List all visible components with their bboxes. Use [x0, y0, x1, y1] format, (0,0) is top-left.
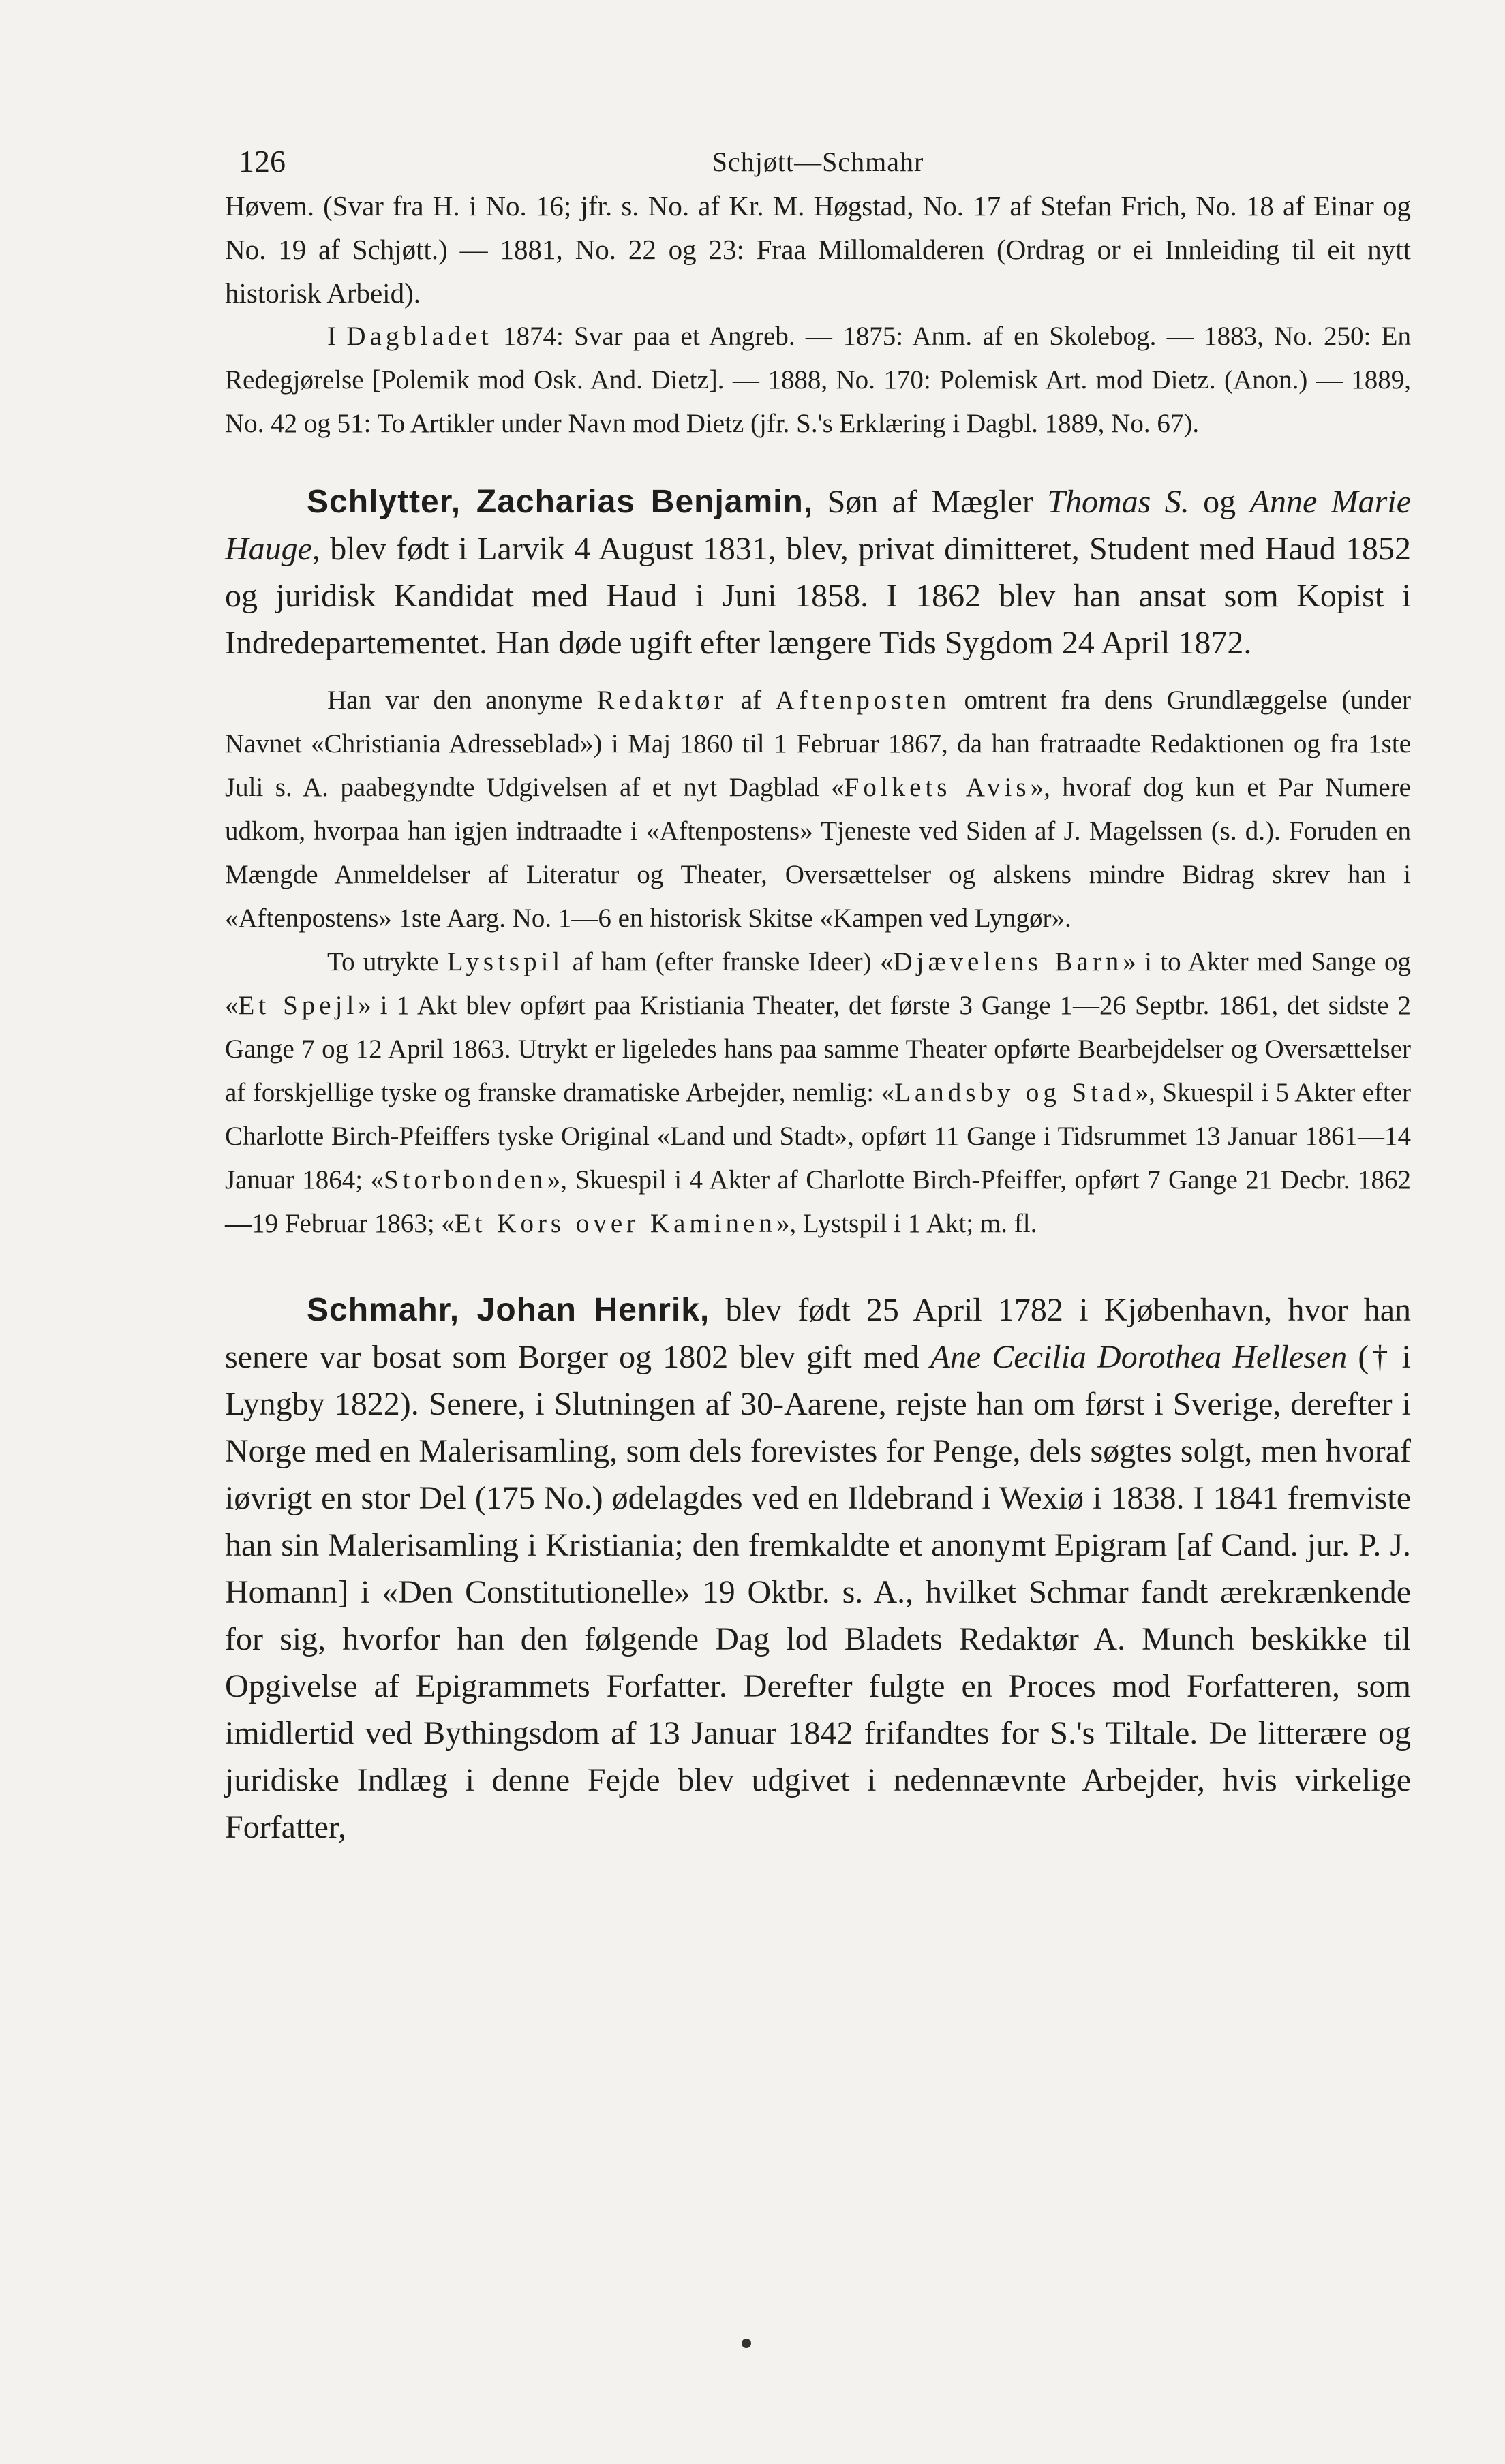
dagbladet-paragraph	[225, 315, 1411, 446]
text-span: I	[327, 322, 347, 351]
text-span: af	[727, 686, 776, 715]
text-span: », Skuespil i 4 Akter af Charlotte Birch-Pfeiffer, opført 7 Gange 21 Decbr. 1862—19 Februar 1863; «	[225, 1165, 1411, 1238]
text-span: af ham (efter franske Ideer) «	[564, 947, 894, 976]
text-span: († i Lyngby 1822). Senere, i Slutningen af 30-Aarene, rejste han om først i Sverige, derefter i Norge med en Malerisamling, som dels forevistes for Penge, dels søgtes solgt, men hvoraf iøvrigt en stor Del (175 No.) ødelagdes ved en Ildebrand i Wexiø i 1838. I 1841 fremviste han sin Malerisamling i Kristiania; den fremkaldte et anonymt Epigram [af Cand. jur. P. J. Homann] i «Den Constitutionelle» 19 Oktbr. s. A., hvilket Schmar fandt ærekrænkende for sig, hvorfor han den følgende Dag lod Bladets Redaktør A. Munch beskikke til Opgivelse af Epigrammets Forfatter. Derefter fulgte en Proces mod Forfatteren, som imidlertid ved Bythingsdom af 13 Januar 1842 frifandtes for S.'s Tiltale. De litterære og juridiske Indlæg i denne Fejde blev udgivet i nedennævnte Arbejder, hvis virkelige Forfatter,	[225, 1339, 1412, 1845]
spaced-text: Lystspil	[446, 947, 564, 976]
schlytter-paragraph-2	[225, 679, 1411, 940]
fraktur-continuation: Høvem. (Svar fra H. i No. 16; jfr. s. No. af Kr. M. Høgstad, No. 17 af Stefan Frich, No. 18 af Einar og No. 19 af Schjøtt.) — 1881, No. 22 og 23: Fraa Millomalderen (Ordrag or ei Innleiding til eit nytt historisk Arbeid).	[225, 190, 1411, 309]
entry-schlytter-intro	[225, 478, 1411, 666]
spaced-text: Aftenposten	[775, 686, 951, 715]
entry-schmahr-intro	[225, 1287, 1411, 1851]
text-span: » i to Akter med Sange og «	[225, 947, 1412, 1020]
spaced-text: Folkets Avis	[844, 773, 1031, 802]
dagbladet-name: Dagbladet	[346, 322, 493, 351]
spaced-text: Storbonden	[383, 1165, 547, 1195]
mother-name: Anne Marie Hauge	[225, 484, 1411, 567]
father-name: Thomas S.	[1047, 484, 1189, 520]
wife-name: Ane Cecilia Dorothea Hellesen	[930, 1339, 1348, 1375]
page-header	[225, 136, 1411, 184]
text-span: 1874: Svar paa et Angreb. — 1875: Anm. af en Skolebog. — 1883, No. 250: En Redegjørelse [Polemik mod Osk. And. Dietz]. — 1888, No. 170: Polemisk Art. mod Dietz. (Anon.) — 1889, No. 42 og 51: To Artikler under Navn mod Dietz (jfr. S.'s Erklæring i Dagbl. 1889, No. 67).	[225, 322, 1411, 438]
spaced-text: Redaktør	[596, 686, 727, 715]
text-span: Søn af Mægler	[813, 484, 1048, 520]
ink-dot	[742, 2339, 751, 2348]
text-span: og	[1189, 484, 1250, 520]
entry-name-schmahr: Schmahr, Johan Henrik,	[307, 1292, 710, 1328]
text-span: », Lystspil i 1 Akt; m. fl.	[776, 1209, 1037, 1238]
text-span: To utrykte	[327, 947, 447, 976]
spaced-text: Djævelens Barn	[893, 947, 1123, 976]
text-span: blev født 25 April 1782 i Kjøbenhavn, hvor han senere var bosat som Borger og 1802 blev gift med	[225, 1292, 1411, 1375]
text-span: » i 1 Akt blev opført paa Kristiania Theater, det første 3 Gange 1—26 Septbr. 1861, det sidste 2 Gange 7 og 12 April 1863. Utrykt er ligeledes hans paa samme Theater opførte Bearbejdelser og Oversættelser af forskjellige tyske og franske dramatiske Arbejder, nemlig: «	[225, 991, 1411, 1107]
schlytter-paragraph-3	[225, 940, 1411, 1246]
spaced-text: Et Kors over Kaminen	[454, 1209, 776, 1238]
text-span: omtrent fra dens Grundlæggelse (under Navnet «Christiania Adresseblad») i Maj 1860 til 1 Februar 1867, da han fratraadte Redaktionen og fra 1ste Juli s. A. paabegyndte Udgivelsen af et nyt Dagblad «	[225, 686, 1411, 802]
page-number: 126	[239, 144, 286, 179]
text-span: Han var den anonyme	[327, 686, 597, 715]
spaced-text: Landsby og Stad	[894, 1078, 1136, 1107]
spaced-text: Et Spejl	[238, 991, 359, 1020]
text-span: », hvoraf dog kun et Par Numere udkom, hvorpaa han igjen indtraadte i «Aftenpostens» Tjeneste ved Siden af J. Magelssen (s. d.). Foruden en Mængde Anmeldelser af Literatur og Theater, Oversættelser og alskens mindre Bidrag skrev han i «Aftenpostens» 1ste Aarg. No. 1—6 en historisk Skitse «Kampen ved Lyngør».	[225, 773, 1411, 933]
entry-name-schlytter: Schlytter, Zacharias Benjamin,	[307, 484, 814, 520]
running-head: Schjøtt—Schmahr	[712, 147, 924, 177]
text-span: », Skuespil i 5 Akter efter Charlotte Birch-Pfeiffers tyske Original «Land und Stadt», opført 11 Gange i Tidsrummet 13 Januar 1861—14 Januar 1864; «	[225, 1078, 1411, 1195]
page	[225, 136, 1411, 1851]
text-span: , blev født i Larvik 4 August 1831, blev, privat dimitteret, Student med Haud 1852 og juridisk Kandidat med Haud i Juni 1858. I 1862 blev han ansat som Kopist i Indredepartementet. Han døde ugift efter længere Tids Sygdom 24 April 1872.	[225, 531, 1411, 661]
